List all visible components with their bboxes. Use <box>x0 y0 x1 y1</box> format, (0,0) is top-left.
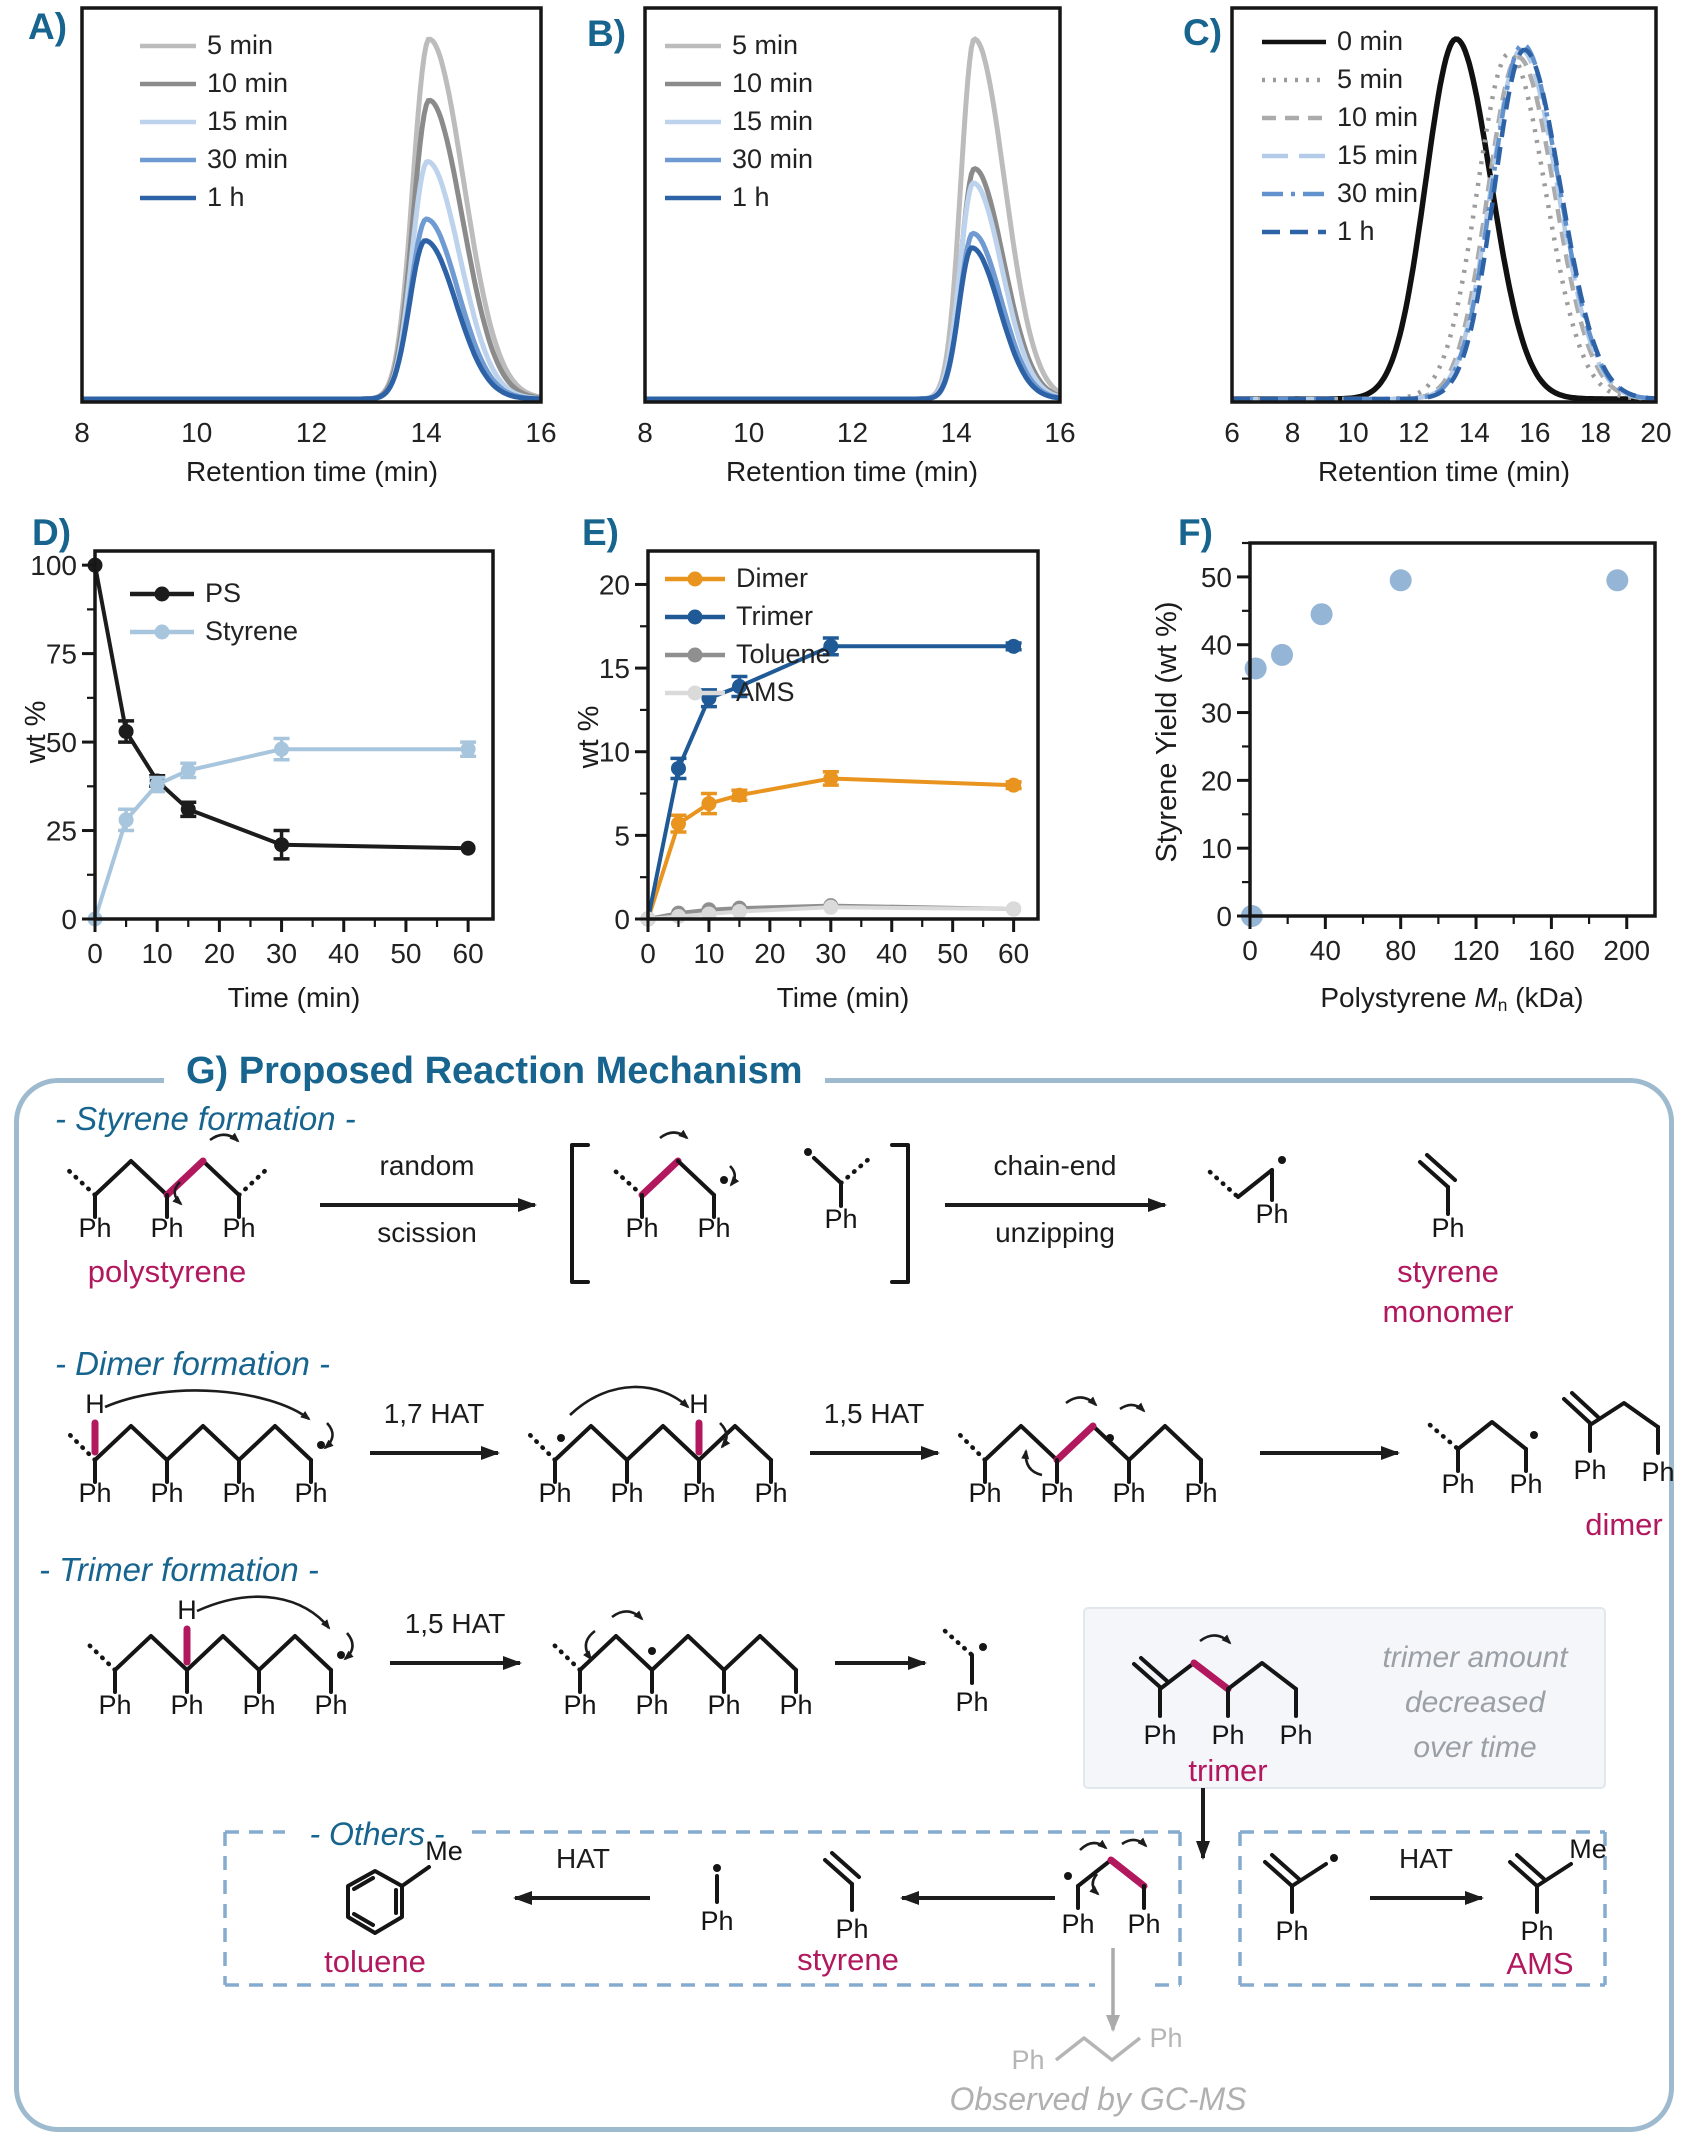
svg-text:Ph: Ph <box>968 1478 1002 1508</box>
data-point <box>1311 603 1333 625</box>
legend-item-10-min <box>140 68 288 99</box>
label-trimer: trimer <box>1188 1753 1268 1788</box>
x-tick-label: 30 <box>265 938 298 969</box>
data-point <box>1006 778 1021 793</box>
svg-text:Ph: Ph <box>242 1690 276 1720</box>
label-styrene: styrene <box>797 1942 899 1977</box>
legend-item-15-min <box>665 106 813 137</box>
x-tick-label: 40 <box>1309 935 1341 966</box>
xlabel-f-pre: Polystyrene <box>1320 982 1475 1013</box>
y-axis-title-e: wt % <box>573 705 605 769</box>
x-tick-label: 10 <box>693 938 725 969</box>
panel-e-label: E) <box>582 512 619 553</box>
dimer-step2-structure <box>527 1387 788 1508</box>
x-tick-label: 80 <box>1385 935 1417 966</box>
benzyl-radical <box>700 1864 733 1936</box>
data-point <box>1006 639 1021 654</box>
axis-title-c: Retention time (min) <box>1317 456 1571 487</box>
x-tick-label: 10 <box>141 938 173 969</box>
x-tick-label: 8 <box>1284 417 1301 448</box>
panel-d-label: D) <box>32 512 72 553</box>
hat-arrow-right <box>1370 1843 1482 1898</box>
y-tick-label: 30 <box>1200 697 1232 729</box>
axis-title-f <box>1252 982 1652 1016</box>
svg-text:Ph: Ph <box>1441 1469 1475 1499</box>
legend-label: 15 min <box>732 106 814 136</box>
xlabel-f-var: M <box>1474 982 1498 1013</box>
svg-text:random: random <box>379 1150 475 1181</box>
svg-text:Ph: Ph <box>697 1213 731 1243</box>
header-dimer-formation: - Dimer formation - <box>55 1345 331 1382</box>
x-tick-label: 60 <box>998 938 1030 969</box>
legend-b <box>665 30 813 213</box>
svg-text:Ph: Ph <box>635 1690 669 1720</box>
legend-item-30-min <box>665 144 813 175</box>
x-tick-label: 14 <box>410 417 442 448</box>
svg-text:Me: Me <box>425 1836 463 1866</box>
svg-text:scission: scission <box>377 1217 477 1248</box>
svg-text:HAT: HAT <box>1399 1843 1453 1874</box>
svg-text:Ph: Ph <box>222 1478 256 1508</box>
data-point <box>274 742 289 757</box>
legend-item-toluene <box>665 639 831 670</box>
legend-item-5-min <box>1262 64 1418 95</box>
random-scission-arrow <box>320 1150 535 1248</box>
ams-structure <box>1506 1834 1606 1981</box>
data-point <box>461 841 476 856</box>
x-tick-label: 200 <box>1603 935 1651 966</box>
legend-label: PS <box>205 578 242 608</box>
legend-label: 30 min <box>732 144 814 174</box>
svg-text:Ph: Ph <box>707 1690 741 1720</box>
y-tick-label: 50 <box>45 727 77 759</box>
header-trimer-formation: - Trimer formation - <box>39 1551 319 1588</box>
mechanism-title: G) Proposed Reaction Mechanism <box>164 1050 825 1093</box>
diradical-fragment <box>1061 1840 1160 1939</box>
legend-item-10-min <box>1262 102 1418 133</box>
data-point <box>1606 569 1628 591</box>
legend-label: 15 min <box>207 106 289 136</box>
svg-text:Ph: Ph <box>1143 1720 1177 1750</box>
legend-label: Styrene <box>205 616 299 646</box>
svg-text:Ph: Ph <box>1520 1916 1554 1946</box>
axis-title-e: Time (min) <box>776 982 910 1013</box>
label-dimer: dimer <box>1585 1507 1663 1542</box>
legend-label: 5 min <box>1337 64 1404 94</box>
svg-text:Ph: Ph <box>682 1478 716 1508</box>
svg-text:Ph: Ph <box>1061 1909 1095 1939</box>
svg-text:Ph: Ph <box>1127 1909 1161 1939</box>
svg-text:Ph: Ph <box>78 1213 112 1243</box>
svg-text:Ph: Ph <box>150 1213 184 1243</box>
mechanism-panel <box>14 1050 1675 2132</box>
legend-item-10-min <box>665 68 813 99</box>
y-tick-label: 10 <box>1200 833 1232 865</box>
y-tick-label: 40 <box>1200 629 1232 661</box>
legend-item-5-min <box>140 30 288 61</box>
dimer-step3-structure <box>957 1397 1218 1508</box>
bracketed-intermediates <box>572 1133 908 1283</box>
x-tick-label: 6 <box>1224 417 1240 448</box>
data-point <box>274 837 289 852</box>
svg-text:Ph: Ph <box>1149 2023 1183 2053</box>
data-point <box>671 816 686 831</box>
x-tick-label: 16 <box>1044 417 1076 448</box>
dimer-step1-structure <box>67 1389 333 1508</box>
panel-d <box>20 500 540 1030</box>
svg-text:Ph: Ph <box>1211 1720 1245 1750</box>
legend-e <box>665 563 831 708</box>
label-styrene-monomer-2: monomer <box>1382 1294 1514 1329</box>
phenyl-radical-fragment <box>945 1631 989 1717</box>
svg-text:Ph: Ph <box>314 1690 348 1720</box>
legend-item-15-min <box>1262 140 1418 171</box>
svg-text:Ph: Ph <box>150 1478 184 1508</box>
y-tick-label: 0 <box>61 904 77 935</box>
legend-label: 5 min <box>732 30 799 60</box>
isopropenyl-radical <box>1265 1854 1338 1946</box>
svg-text:Ph: Ph <box>1573 1455 1607 1485</box>
legend-label: 30 min <box>1337 178 1419 208</box>
legend-item-15-min <box>140 106 288 137</box>
svg-text:Ph: Ph <box>170 1690 204 1720</box>
panel-b <box>560 4 1105 504</box>
x-tick-label: 40 <box>328 938 360 969</box>
y-tick-label: 0 <box>1216 901 1232 932</box>
svg-text:Ph: Ph <box>754 1478 788 1508</box>
legend-label: 1 h <box>207 182 245 212</box>
legend-item-30-min <box>140 144 288 175</box>
xlabel-f-post: (kDa) <box>1507 982 1584 1013</box>
legend-label: 1 h <box>1337 216 1375 246</box>
styrene-formation-row <box>30 1130 1650 1380</box>
data-point <box>1390 569 1412 591</box>
svg-text:Ph: Ph <box>835 1914 869 1944</box>
svg-text:Ph: Ph <box>1641 1457 1675 1487</box>
x-tick-label: 14 <box>940 417 972 448</box>
x-tick-label: 12 <box>836 417 869 448</box>
x-tick-label: 60 <box>452 938 484 969</box>
styrene-structure <box>797 1853 899 1977</box>
dimer-formation-row <box>20 1383 1680 1548</box>
data-point <box>119 812 134 827</box>
legend-label: 30 min <box>207 144 289 174</box>
x-tick-label: 20 <box>754 938 786 969</box>
svg-text:H: H <box>177 1595 197 1625</box>
svg-text:1,5 HAT: 1,5 HAT <box>823 1398 925 1429</box>
x-tick-label: 0 <box>1242 935 1258 966</box>
chart-a-svg <box>24 4 569 459</box>
dimer-radical-fragment <box>1430 1422 1543 1499</box>
panel-f <box>1140 500 1688 1030</box>
x-tick-label: 30 <box>815 938 847 969</box>
chain-end-radical <box>1210 1156 1289 1229</box>
svg-text:Ph: Ph <box>1184 1478 1218 1508</box>
legend-item-styrene <box>130 616 298 647</box>
svg-text:Ph: Ph <box>294 1478 328 1508</box>
legend-label: 10 min <box>732 68 814 98</box>
svg-text:Ph: Ph <box>610 1478 644 1508</box>
trimer-formation-row <box>20 1583 1680 1795</box>
legend-item-30-min <box>1262 178 1418 209</box>
x-tick-label: 160 <box>1528 935 1575 966</box>
header-styrene-formation: - Styrene formation - <box>55 1100 356 1137</box>
y-tick-label: 25 <box>45 815 77 847</box>
polystyrene-structure <box>67 1135 267 1289</box>
svg-text:Ph: Ph <box>1255 1199 1289 1229</box>
hat-1-5-arrow-2 <box>390 1608 520 1663</box>
toluene-structure <box>324 1836 463 1979</box>
legend-item-5-min <box>665 30 813 61</box>
y-tick-label: 0 <box>614 904 630 935</box>
svg-text:Ph: Ph <box>222 1213 256 1243</box>
data-point <box>1271 644 1293 666</box>
x-tick-label: 50 <box>390 938 422 969</box>
data-point <box>181 802 196 817</box>
trimer-note-line1: trimer amount <box>1382 1641 1568 1674</box>
svg-text:Ph: Ph <box>1112 1478 1146 1508</box>
svg-text:unzipping: unzipping <box>995 1217 1115 1248</box>
legend-item-ps <box>130 578 298 609</box>
x-tick-label: 120 <box>1452 935 1500 966</box>
y-tick-label: 20 <box>1200 765 1232 797</box>
svg-text:Ph: Ph <box>824 1204 858 1234</box>
y-axis-title-f: Styrene Yield (wt %) <box>1151 601 1183 863</box>
svg-text:Ph: Ph <box>1275 1916 1309 1946</box>
others-section <box>180 1780 1640 2130</box>
svg-text:HAT: HAT <box>556 1843 610 1874</box>
axis-title-a: Retention time (min) <box>185 456 439 487</box>
y-tick-label: 15 <box>598 653 630 685</box>
trimer-note-line3: over time <box>1413 1731 1537 1764</box>
svg-text:H: H <box>689 1389 709 1419</box>
chart-d-svg <box>20 500 540 975</box>
svg-text:Ph: Ph <box>625 1213 659 1243</box>
x-tick-label: 12 <box>1398 417 1430 448</box>
legend-c <box>1262 26 1418 247</box>
trimer-step1-structure <box>87 1595 353 1720</box>
svg-text:Ph: Ph <box>78 1478 112 1508</box>
trimer-note-line2: decreased <box>1404 1686 1546 1719</box>
legend-label: 10 min <box>207 68 289 98</box>
trimer-note-box <box>1084 1608 1605 1788</box>
svg-text:Ph: Ph <box>538 1478 572 1508</box>
svg-text:chain-end: chain-end <box>993 1150 1117 1181</box>
data-point <box>461 742 476 757</box>
chain-end-unzipping-arrow <box>945 1150 1165 1248</box>
data-point <box>732 904 747 919</box>
x-tick-label: 10 <box>1337 417 1369 448</box>
legend-d <box>130 578 298 647</box>
styrene-monomer-structure <box>1383 1155 1514 1329</box>
panel-c <box>1146 4 1688 504</box>
svg-text:Ph: Ph <box>98 1690 132 1720</box>
hat-1-5-arrow <box>810 1398 938 1453</box>
legend-label: 0 min <box>1337 26 1404 56</box>
legend-item-1-h <box>140 182 288 213</box>
x-tick-label: 16 <box>1519 417 1551 448</box>
svg-text:Ph: Ph <box>779 1690 813 1720</box>
x-tick-label: 50 <box>937 938 969 969</box>
data-point <box>732 788 747 803</box>
data-point <box>1245 657 1267 679</box>
y-tick-label: 75 <box>45 638 77 670</box>
panel-a <box>24 4 584 504</box>
data-point <box>150 777 165 792</box>
legend-label: 1 h <box>732 182 770 212</box>
label-polystyrene: polystyrene <box>87 1254 247 1289</box>
x-tick-label: 10 <box>733 417 765 448</box>
svg-text:Ph: Ph <box>1279 1720 1313 1750</box>
dimer-structure <box>1564 1393 1675 1542</box>
legend-label: Trimer <box>736 601 813 631</box>
x-tick-label: 18 <box>1579 417 1612 448</box>
panel-c-label: C) <box>1183 12 1223 53</box>
legend-label: AMS <box>736 677 795 707</box>
y-tick-label: 50 <box>1200 561 1232 593</box>
data-point <box>701 796 716 811</box>
hat-1-7-arrow <box>370 1398 498 1453</box>
panel-e <box>560 500 1080 1030</box>
chart-f-svg <box>1140 500 1688 975</box>
legend-label: 5 min <box>207 30 274 60</box>
label-toluene: toluene <box>324 1944 426 1979</box>
svg-text:Ph: Ph <box>563 1690 597 1720</box>
x-tick-label: 10 <box>181 417 213 448</box>
svg-text:Ph: Ph <box>700 1906 734 1936</box>
gcms-note: Observed by GC-MS <box>949 2081 1247 2117</box>
gcms-product <box>950 2023 1247 2117</box>
legend-label: 15 min <box>1337 140 1419 170</box>
data-point <box>119 724 134 739</box>
svg-text:Ph: Ph <box>955 1687 989 1717</box>
svg-text:Ph: Ph <box>1011 2045 1045 2075</box>
label-ams: AMS <box>1506 1946 1574 1981</box>
x-tick-label: 12 <box>295 417 328 448</box>
axis-title-b: Retention time (min) <box>725 456 979 487</box>
legend-item-0-min <box>1262 26 1418 57</box>
x-tick-label: 20 <box>1640 417 1672 448</box>
x-tick-label: 0 <box>87 938 103 969</box>
legend-item-1-h <box>1262 216 1418 247</box>
data-point <box>181 763 196 778</box>
legend-item-trimer <box>665 601 831 632</box>
svg-text:1,5 HAT: 1,5 HAT <box>404 1608 506 1639</box>
legend-item-ams <box>665 677 831 708</box>
panel-b-label: B) <box>587 13 627 54</box>
panel-a-label: A) <box>28 6 68 47</box>
x-tick-label: 14 <box>1458 417 1490 448</box>
x-tick-label: 8 <box>637 417 653 448</box>
trimer-step2-structure <box>552 1611 813 1720</box>
data-point <box>823 900 838 915</box>
data-point <box>1006 901 1021 916</box>
chart-b-svg <box>560 4 1100 459</box>
legend-item-1-h <box>665 182 813 213</box>
x-tick-label: 0 <box>640 938 656 969</box>
y-axis-title-d: wt % <box>20 700 52 764</box>
x-tick-label: 20 <box>203 938 235 969</box>
axis-title-d: Time (min) <box>227 982 361 1013</box>
legend-a <box>140 30 288 213</box>
header-others: - Others - <box>309 1816 445 1852</box>
legend-label: Dimer <box>736 563 808 593</box>
xlabel-f-sub: n <box>1497 994 1508 1015</box>
data-point <box>823 771 838 786</box>
data-point <box>671 761 686 776</box>
x-tick-label: 8 <box>74 417 90 448</box>
x-tick-label: 16 <box>525 417 557 448</box>
y-tick-label: 10 <box>598 736 630 768</box>
svg-text:H: H <box>85 1389 105 1419</box>
legend-label: Toluene <box>736 639 831 669</box>
svg-text:1,7 HAT: 1,7 HAT <box>383 1398 485 1429</box>
svg-text:Ph: Ph <box>1509 1469 1543 1499</box>
y-tick-label: 20 <box>598 569 630 601</box>
curve-1 h <box>645 248 1060 399</box>
panel-f-label: F) <box>1178 512 1213 553</box>
hat-arrow-left <box>515 1843 650 1898</box>
label-styrene-monomer-1: styrene <box>1397 1254 1499 1289</box>
svg-text:Ph: Ph <box>1040 1478 1074 1508</box>
svg-text:Me: Me <box>1569 1834 1607 1864</box>
x-tick-label: 40 <box>876 938 908 969</box>
y-tick-label: 5 <box>614 820 630 852</box>
legend-item-dimer <box>665 563 831 594</box>
svg-text:Ph: Ph <box>1431 1213 1465 1243</box>
y-tick-label: 100 <box>30 550 77 582</box>
legend-label: 10 min <box>1337 102 1419 132</box>
